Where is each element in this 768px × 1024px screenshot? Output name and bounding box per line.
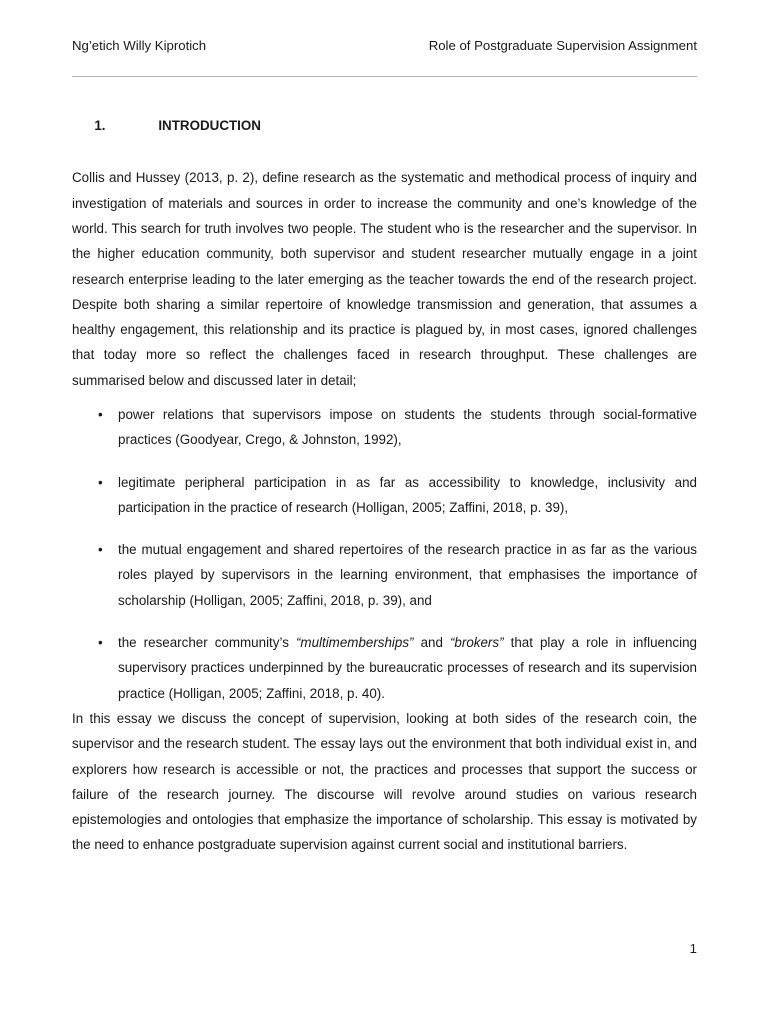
- list-item-text-tail: that play a role in influencing supervisory practices underpinned by the bureaucratic processes of research and its supervision practice (Holligan, 2005; Zaffini, 2018, p. 40).: [118, 635, 697, 701]
- document-body: [72, 96, 697, 858]
- bullet-point-icon: •: [98, 635, 103, 651]
- header-divider-rule: [72, 76, 697, 77]
- header-document-title: Role of Postgraduate Supervision Assignment: [428, 38, 697, 53]
- bullet-point-icon: •: [98, 542, 103, 558]
- section-title: INTRODUCTION: [158, 118, 261, 134]
- list-item-text: the mutual engagement and shared repertoires of the research practice in as far as the various roles played by supervisors in the learning environment, that emphasises the importance of scholarship (Holligan, 2005; Zaffini, 2018, p. 39), and: [118, 542, 697, 608]
- list-item-text-mid: and: [413, 635, 450, 651]
- list-item-text: legitimate peripheral participation in as far as accessibility to knowledge, inclusivity and participation in the practice of research (Holligan, 2005; Zaffini, 2018, p. 39),: [118, 474, 697, 515]
- section-number: 1.: [94, 118, 106, 134]
- bullet-point-icon: •: [98, 407, 103, 422]
- challenges-bullet-list: [72, 402, 697, 706]
- section-heading: [72, 96, 697, 156]
- list-item-text: power relations that supervisors impose on students the students through social-formative practices (Goodyear, Crego, & Johnston, 1992),: [118, 407, 697, 448]
- page-number: 1: [689, 941, 697, 956]
- list-item-emphasis-brokers: “brokers”: [449, 635, 504, 651]
- list-item-emphasis-multimemberships: “multimemberships”: [295, 635, 414, 651]
- list-item: [72, 630, 697, 706]
- list-item: [72, 470, 697, 521]
- intro-paragraph: Collis and Hussey (2013, p. 2), define research as the systematic and methodical process of inquiry and investigation of materials and sources in order to increase the community and one’s knowledge of the world. This search for truth involves two people. The student who is the researcher and the supervisor. In the higher education community, both supervisor and student researcher mutually engage in a joint research enterprise leading to the later emerging as the teacher towards the end of the research project. Despite both sharing a similar repertoire of knowledge transmission and generation, that assumes a healthy engagement, this relationship and its practice is plagued by, in most cases, ignored challenges that today more so reflect the challenges faced in research throughput. These challenges are summarised below and discussed later in detail;: [72, 170, 697, 388]
- list-item: [72, 537, 697, 613]
- closing-paragraph: In this essay we discuss the concept of supervision, looking at both sides of the research coin, the supervisor and the research student. The essay lays out the environment that both individual exist in, and explorers how research is accessible or not, the practices and processes that support the success or failure of the research journey. The discourse will revolve around studies on various research epistemologies and ontologies that emphasize the importance of scholarship. This essay is motivated by the need to enhance postgraduate supervision against current social and institutional barriers.: [72, 710, 697, 853]
- running-header: [72, 38, 697, 55]
- bullet-point-icon: •: [98, 474, 103, 490]
- header-author-name: Ng’etich Willy Kiprotich: [72, 38, 207, 53]
- list-item-text-lead: the researcher community’s: [118, 635, 296, 651]
- list-item: [72, 402, 697, 453]
